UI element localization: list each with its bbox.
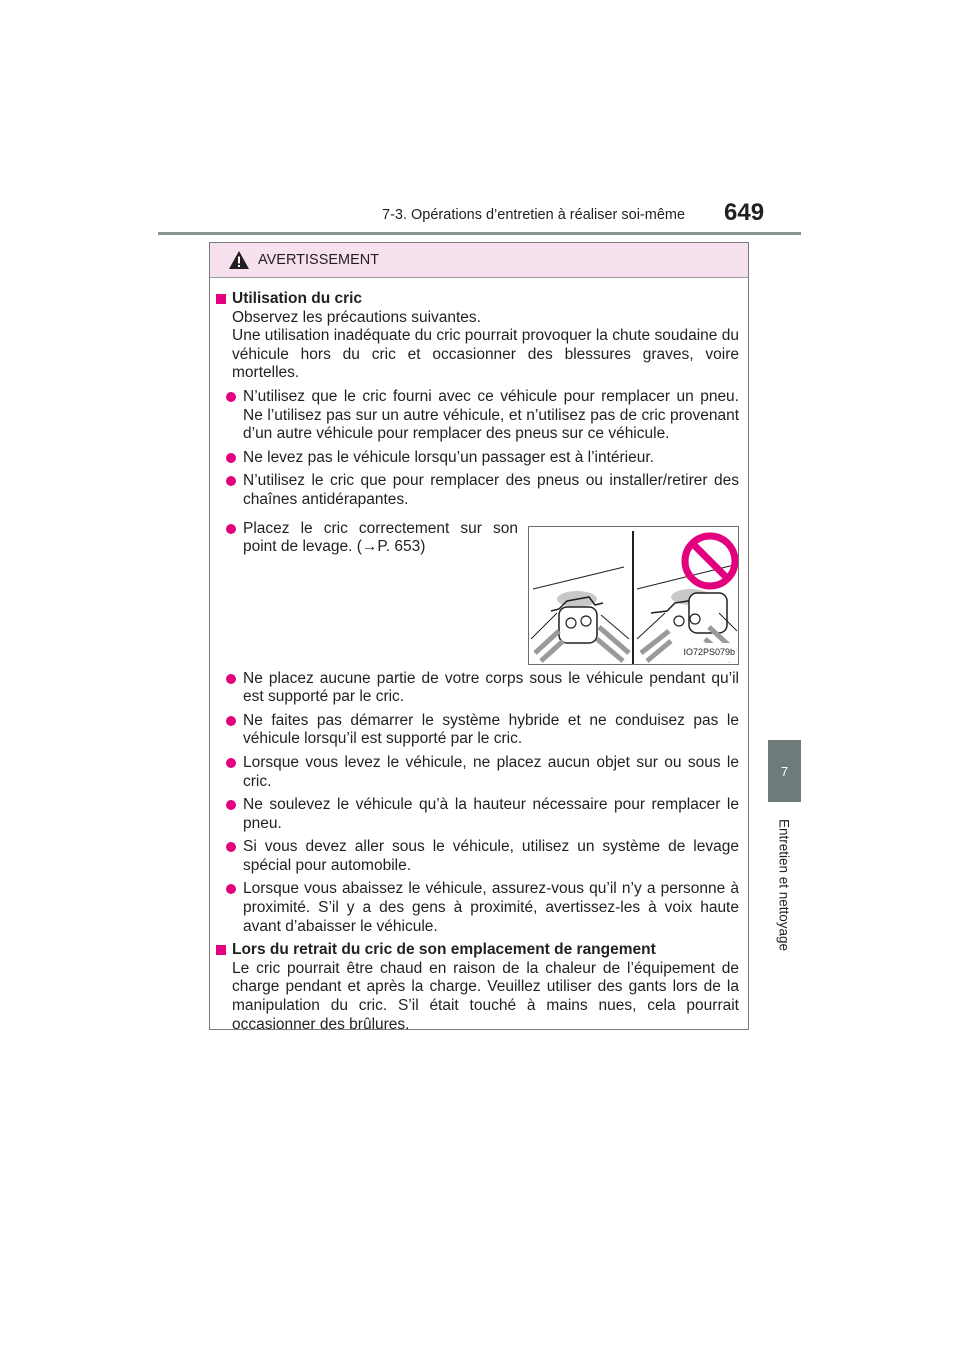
list-item: N’utilisez que le cric fourni avec ce véhicule pour remplacer un pneu. Ne l’utilisez pas sur un autre véhicule, et n’utilisez pas de cric provenant d’un autre véhicule pour remplacer des pneus sur ce véhicule. bbox=[216, 388, 739, 444]
warning-content bbox=[210, 278, 748, 1034]
list-item: Si vous devez aller sous le véhicule, utilisez un système de levage spécial pour automobile. bbox=[216, 838, 739, 875]
chapter-label: Entretien et nettoyage bbox=[776, 818, 792, 952]
bullet-dot-icon bbox=[226, 453, 236, 463]
warning-title: AVERTISSEMENT bbox=[258, 252, 380, 268]
section-title-cric: Utilisation du cric bbox=[216, 290, 739, 309]
square-bullet-icon bbox=[216, 294, 226, 304]
bullet-dot-icon bbox=[226, 758, 236, 768]
bullet-dot-icon bbox=[226, 716, 236, 726]
list-item: Lorsque vous levez le véhicule, ne placez aucun objet sur ou sous le cric. bbox=[216, 754, 739, 791]
jack-placement-figure bbox=[528, 526, 739, 665]
bullet-dot-icon bbox=[226, 392, 236, 402]
section-heading: 7-3. Opérations d’entretien à réaliser soi-même bbox=[382, 207, 686, 223]
figure-row bbox=[216, 515, 739, 665]
warning-triangle-icon bbox=[228, 250, 250, 270]
bullet-dot-icon bbox=[226, 524, 236, 534]
prohibition-icon bbox=[685, 536, 735, 586]
intro-line: Observez les précautions suivantes. bbox=[232, 308, 481, 326]
list-item: Ne faites pas démarrer le système hybride et ne conduisez pas le véhicule lorsqu’il est supporté par le cric. bbox=[216, 712, 739, 749]
bullet-dot-icon bbox=[226, 674, 236, 684]
square-bullet-icon bbox=[216, 945, 226, 955]
warning-box bbox=[209, 242, 749, 1033]
page-number: 649 bbox=[724, 199, 765, 226]
list-item: Lorsque vous abaissez le véhicule, assurez-vous qu’il n’y a personne à proximité. S’il y a des gens à proximité, avertissez-les à voix haute avant d’abaisser le véhicule. bbox=[216, 880, 739, 936]
list-item: Ne placez aucune partie de votre corps sous le véhicule pendant qu’il est supporté par le cric. bbox=[216, 670, 739, 707]
chapter-tab[interactable] bbox=[768, 740, 801, 802]
intro-paragraph: Une utilisation inadéquate du cric pourrait provoquer la chute soudaine du véhicule hors du cric et occasionner des blessures graves, voire mortelles. bbox=[232, 327, 739, 382]
section-title-storage: Lors du retrait du cric de son emplacement de rangement bbox=[216, 941, 739, 960]
figure-code: IO72PS079b bbox=[682, 643, 736, 662]
list-item: Ne levez pas le véhicule lorsqu’un passager est à l’intérieur. bbox=[216, 449, 739, 468]
list-item: Placez le cric correctement sur son point de levage. (→P. 653) bbox=[216, 520, 518, 665]
list-item: Ne soulevez le véhicule qu’à la hauteur nécessaire pour remplacer le pneu. bbox=[216, 796, 739, 833]
warning-header bbox=[210, 243, 748, 278]
chapter-number: 7 bbox=[780, 763, 789, 779]
storage-paragraph: Le cric pourrait être chaud en raison de la chaleur de l’équipement de charge pendant et après la charge. Veuillez utiliser des gants lors de la manipulation du cric. S’il était touché à mains nues, cela pourrait occasionner des brûlures. bbox=[232, 959, 739, 1033]
bullet-dot-icon bbox=[226, 842, 236, 852]
bullet-dot-icon bbox=[226, 800, 236, 810]
header-divider bbox=[158, 232, 801, 235]
list-item: N’utilisez le cric que pour remplacer des pneus ou installer/retirer des chaînes antidérapantes. bbox=[216, 472, 739, 509]
bullet-dot-icon bbox=[226, 884, 236, 894]
bullet-dot-icon bbox=[226, 476, 236, 486]
